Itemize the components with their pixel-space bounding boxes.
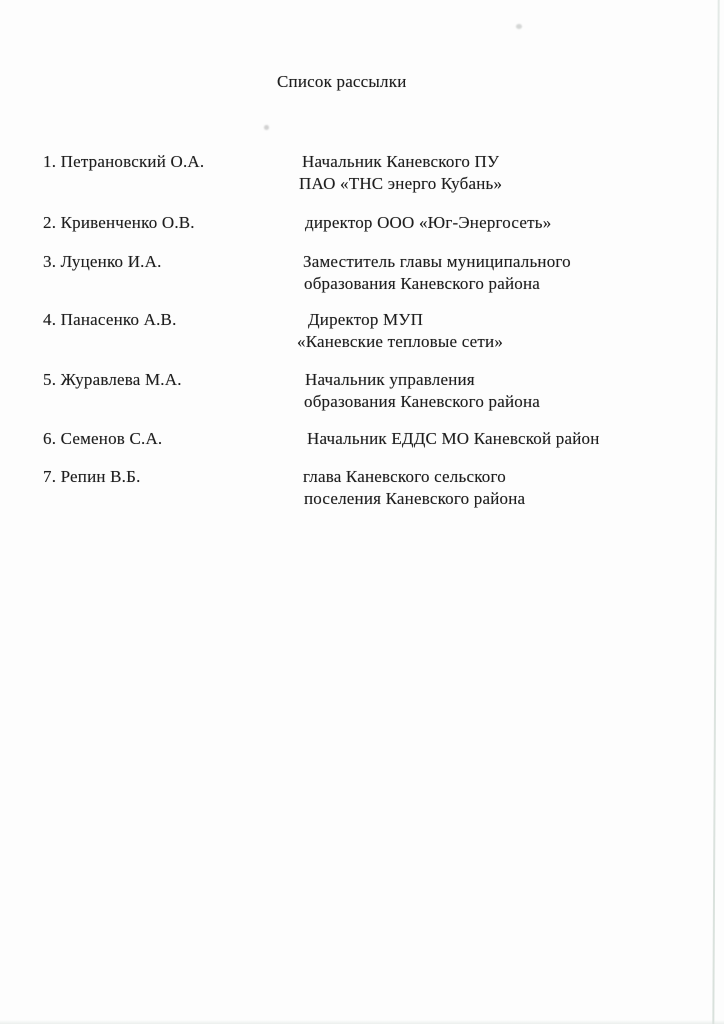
- page-title: Список рассылки: [277, 72, 407, 91]
- scan-page-edge-bottom: [0, 1020, 724, 1024]
- recipient-role: [297, 212, 551, 234]
- recipient-role: [297, 428, 600, 450]
- recipient-name: 1. Петрановский О.А.: [43, 152, 205, 171]
- scan-page-edge-right: [712, 0, 719, 1024]
- recipient-name: 6. Семенов С.А.: [43, 429, 163, 448]
- recipient-name: 4. Панасенко А.В.: [43, 310, 177, 329]
- recipient-role: [297, 369, 540, 413]
- recipient-name: 7. Репин В.Б.: [43, 467, 141, 486]
- role-line: Начальник управления: [305, 370, 475, 389]
- role-line: «Каневские тепловые сети»: [297, 332, 504, 351]
- recipient-name: 3. Луценко И.А.: [43, 252, 162, 271]
- role-line: Начальник ЕДДС МО Каневской район: [307, 429, 600, 448]
- scan-speck: [264, 125, 269, 130]
- role-line: образования Каневского района: [304, 392, 540, 411]
- recipient-name: 2. Кривенченко О.В.: [43, 213, 195, 232]
- role-line: ПАО «ТНС энерго Кубань»: [299, 174, 503, 193]
- scan-speck: [516, 24, 522, 29]
- recipient-role: [297, 251, 571, 295]
- role-line: глава Каневского сельского: [303, 467, 506, 486]
- recipient-role: [297, 466, 525, 510]
- role-line: Начальник Каневского ПУ: [302, 152, 500, 171]
- recipient-name: 5. Журавлева М.А.: [43, 370, 182, 389]
- role-line: директор ООО «Юг-Энергосеть»: [305, 213, 552, 232]
- role-line: Директор МУП: [308, 310, 424, 329]
- role-line: образования Каневского района: [304, 274, 540, 293]
- recipient-role: [297, 151, 502, 195]
- role-line: Заместитель главы муниципального: [303, 252, 571, 271]
- role-line: поселения Каневского района: [304, 489, 526, 508]
- recipient-role: [297, 309, 503, 353]
